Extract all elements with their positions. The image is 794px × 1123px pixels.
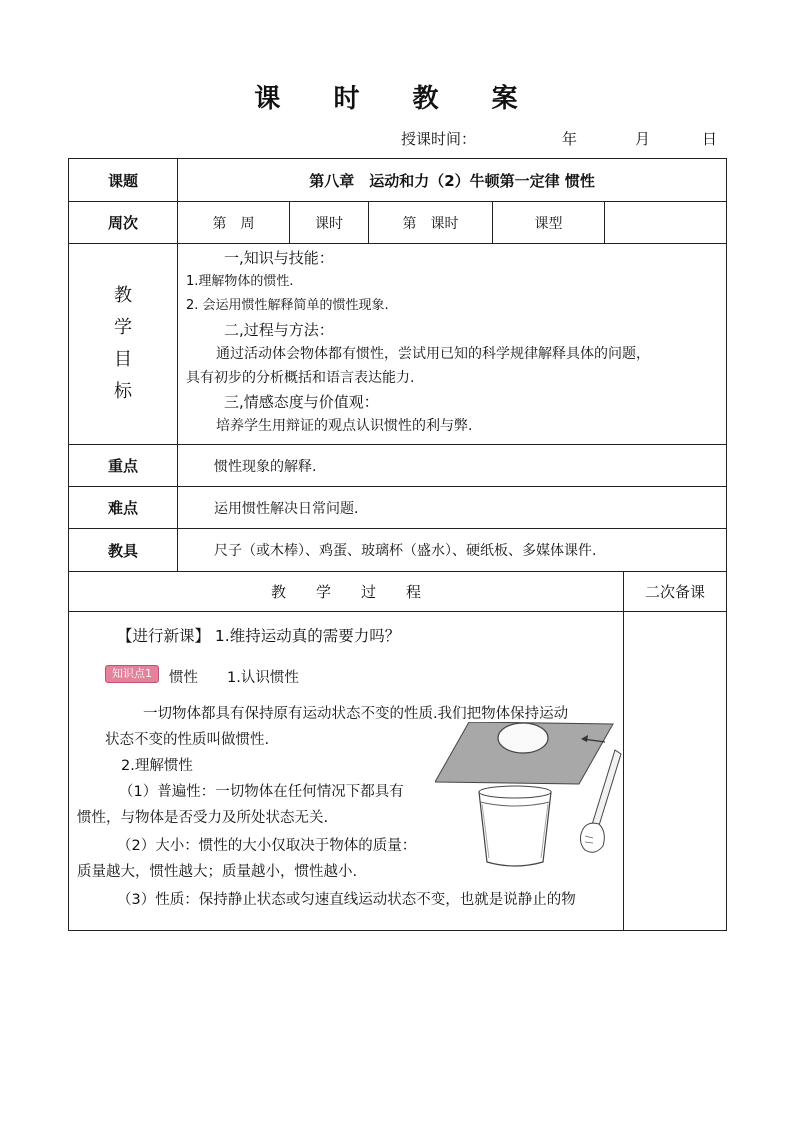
glass-shape	[479, 792, 551, 866]
objective-line: 2. 会运用惯性解释简单的惯性现象.	[186, 298, 389, 313]
process-content	[69, 612, 624, 931]
ruler-stick	[591, 750, 621, 832]
objective-line: 培养学生用辩证的观点认识惯性的利与弊.	[216, 418, 473, 434]
new-lesson-intro: 【进行新课】 1.维持运动真的需要力吗？	[117, 627, 401, 645]
year-label: 年	[562, 130, 578, 148]
egg-shape	[498, 723, 548, 753]
difficulty-label: 难点	[69, 487, 178, 529]
objective-heading: 一,知识与技能：	[224, 249, 334, 267]
teaching-time-row	[0, 128, 794, 150]
universality-line: 惯性，与物体是否受力及所处状态无关.	[77, 810, 329, 826]
month-label: 月	[635, 130, 651, 148]
magnitude-line: 质量越大，惯性越大；质量越小，惯性越小.	[77, 864, 358, 880]
lesson-plan-table	[68, 158, 727, 931]
tools-value: 尺子（或木棒）、鸡蛋、玻璃杯（盛水）、硬纸板、多媒体课件.	[178, 529, 727, 572]
magnitude-line: （2）大小：惯性的大小仅取决于物体的质量：	[117, 838, 417, 854]
teaching-time-label: 授课时间：	[401, 130, 477, 148]
inertia-definition-line: 状态不变的性质叫做惯性.	[105, 732, 270, 748]
secondary-prep-content	[624, 612, 727, 931]
objectives-label-char: 教	[114, 285, 132, 306]
inertia-definition-line: 一切物体都具有保持原有运动状态不变的性质.我们把物体保持运动	[143, 706, 569, 722]
universality-line: （1）普遍性：一切物体在任何情况下都具有	[119, 784, 404, 800]
difficulty-value: 运用惯性解决日常问题.	[178, 487, 727, 529]
objective-heading: 三,情感态度与价值观：	[224, 393, 379, 411]
lesson-type-value	[605, 202, 727, 244]
week-value: 第 周	[178, 202, 290, 244]
key-point-label: 重点	[69, 445, 178, 487]
process-header: 教 学 过 程	[69, 572, 624, 612]
secondary-prep-header: 二次备课	[624, 572, 727, 612]
objectives-label-char: 标	[114, 381, 132, 402]
page-title: 课 时 教 案	[254, 84, 540, 114]
objectives-label-char: 学	[114, 317, 132, 338]
period-value: 第 课时	[369, 202, 493, 244]
objective-line: 1.理解物体的惯性.	[186, 274, 294, 289]
property-line: （3）性质：保持静止状态或匀速直线运动状态不变，也就是说静止的物	[117, 892, 576, 908]
lesson-type-label: 课型	[493, 202, 605, 244]
inertia-topic-line: 惯性 1.认识惯性	[169, 670, 299, 686]
topic-value: 第八章 运动和力（2）牛顿第一定律 惯性	[178, 159, 727, 202]
objectives-label-char: 目	[114, 349, 132, 370]
tools-label: 教具	[69, 529, 178, 572]
key-point-value: 惯性现象的解释.	[178, 445, 727, 487]
objective-line: 具有初步的分析概括和语言表达能力.	[186, 370, 415, 386]
day-label: 日	[702, 130, 718, 148]
objectives-label	[69, 244, 178, 445]
objective-line: 通过活动体会物体都有惯性，尝试用已知的科学规律解释具体的问题，	[216, 346, 650, 362]
period-label: 课时	[290, 202, 369, 244]
objective-heading: 二,过程与方法：	[224, 321, 334, 339]
topic-label: 课题	[69, 159, 178, 202]
glass-rim	[479, 786, 551, 798]
week-label: 周次	[69, 202, 178, 244]
knowledge-point-badge: 知识点1	[105, 665, 159, 683]
understand-inertia-heading: 2.理解惯性	[121, 758, 193, 774]
objectives-content	[178, 244, 727, 445]
inertia-experiment-illustration	[435, 722, 625, 878]
